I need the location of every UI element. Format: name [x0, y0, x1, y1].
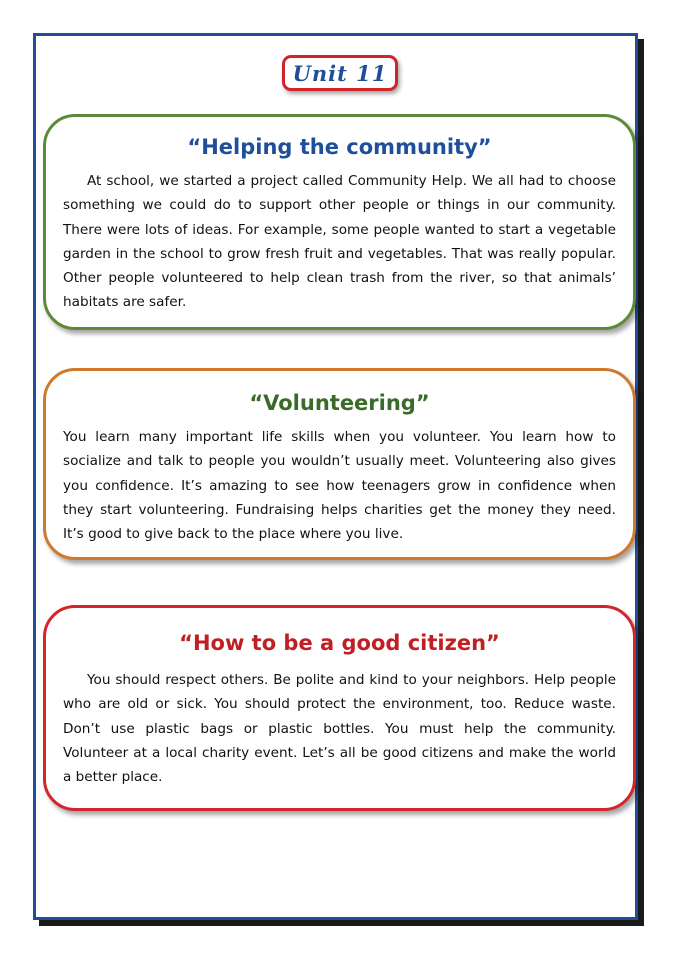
section-title: “Volunteering”: [249, 391, 430, 415]
section-body: You learn many important life skills when you volunteer. You learn how to socialize and talk to people you wouldn’t usually meet. Volunteering also gives you confidence. It’s amazing to see how teenagers grow in confidence when they start volunteering. Fundraising helps charities get the money they need. It’s good to give back to the place where you live.: [63, 429, 616, 543]
section-good-citizen: [43, 605, 636, 811]
section-volunteering: [43, 368, 636, 560]
unit-badge: Unit 11: [282, 55, 398, 91]
section-title: “Helping the community”: [187, 135, 492, 159]
section-body: At school, we started a project called Community Help. We all had to choose something we could do to support other people or things in our community. There were lots of ideas. For example, some people wanted to start a vegetable garden in the school to grow fresh fruit and vegetables. That was really popular. Other people volunteered to help clean trash from the river, so that animals’ habitats are safer.: [63, 173, 616, 311]
section-title: “How to be a good citizen”: [179, 631, 500, 655]
section-body: You should respect others. Be polite and kind to your neighbors. Help people who are old or sick. You should protect the environment, too. Reduce waste. Don’t use plastic bags or plastic bottles. You must help the community. Volunteer at a local charity event. Let’s all be good citizens and make the world a better place.: [63, 672, 616, 786]
section-helping-community: [43, 114, 636, 330]
